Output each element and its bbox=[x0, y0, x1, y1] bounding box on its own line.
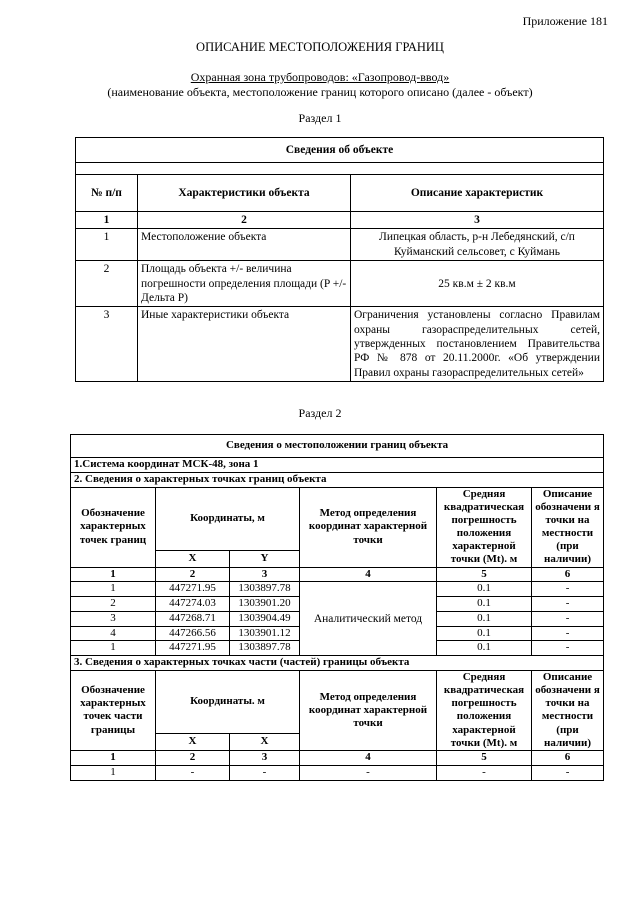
method-header: Метод определения координат характерной точки bbox=[300, 487, 437, 567]
point-description: - bbox=[532, 611, 604, 626]
row-number: 3 bbox=[76, 307, 138, 382]
x-header: X bbox=[156, 733, 230, 750]
point-accuracy: 0.1 bbox=[437, 582, 532, 597]
row-characteristic: Местоположение объекта bbox=[138, 229, 351, 261]
point-y: 1303897.78 bbox=[230, 582, 300, 597]
index-cell: 6 bbox=[532, 567, 604, 582]
point-y: 1303901.20 bbox=[230, 597, 300, 612]
designation-header: Обозначение характерных точек границ bbox=[71, 487, 156, 567]
col-description-header: Описание характеристик bbox=[351, 175, 604, 212]
point-description: - bbox=[532, 641, 604, 656]
part3-title: 3. Сведения о характерных точках части (частей) границы объекта bbox=[71, 656, 604, 671]
point-accuracy: - bbox=[437, 765, 532, 780]
point-name: 3 bbox=[71, 611, 156, 626]
index-row bbox=[71, 751, 604, 766]
accuracy-header: Средняя квадратическая погрешность положения характерной точки (Mt). м bbox=[437, 487, 532, 567]
boundary-table bbox=[70, 434, 604, 781]
point-x: - bbox=[156, 765, 230, 780]
point-name: 2 bbox=[71, 597, 156, 612]
index-row bbox=[71, 567, 604, 582]
point-description: - bbox=[532, 765, 604, 780]
row-number: 1 bbox=[76, 229, 138, 261]
description-header: Описание обозначени я точки на местности (при наличии) bbox=[532, 487, 604, 567]
method-value: - bbox=[300, 765, 437, 780]
object-name-caption: (наименование объекта, местоположение границ которого описано (далее - объект) bbox=[107, 85, 533, 99]
point-y: 1303904.49 bbox=[230, 611, 300, 626]
point-x: 447274.03 bbox=[156, 597, 230, 612]
point-name: 1 bbox=[71, 765, 156, 780]
coord-system: 1.Система координат МСК-48, зона 1 bbox=[71, 458, 604, 473]
part2-header-row bbox=[71, 487, 604, 550]
object-name: Охранная зона трубопроводов: «Газопровод-ввод» bbox=[190, 70, 450, 84]
index-cell: 2 bbox=[138, 212, 351, 229]
table-row bbox=[76, 261, 604, 307]
index-cell: 5 bbox=[437, 751, 532, 766]
table-row bbox=[71, 765, 604, 780]
table-row bbox=[76, 229, 604, 261]
index-cell: 1 bbox=[71, 751, 156, 766]
object-info-title-row bbox=[76, 138, 604, 163]
part2-title: 2. Сведения о характерных точках границ объекта bbox=[71, 472, 604, 487]
index-cell: 2 bbox=[156, 567, 230, 582]
index-cell: 1 bbox=[71, 567, 156, 582]
point-y: - bbox=[230, 765, 300, 780]
index-row bbox=[76, 212, 604, 229]
part3-header-row bbox=[71, 670, 604, 733]
index-cell: 2 bbox=[156, 751, 230, 766]
point-name: 1 bbox=[71, 582, 156, 597]
designation-header: Обозначение характерных точек части границы bbox=[71, 670, 156, 750]
table-row bbox=[71, 582, 604, 597]
blank-row bbox=[76, 163, 604, 175]
row-description: 25 кв.м ± 2 кв.м bbox=[351, 261, 604, 307]
index-cell: 3 bbox=[230, 751, 300, 766]
boundary-title-row bbox=[71, 435, 604, 458]
col-characteristic-header: Характеристики объекта bbox=[138, 175, 351, 212]
point-description: - bbox=[532, 626, 604, 641]
index-cell: 3 bbox=[351, 212, 604, 229]
index-cell: 4 bbox=[300, 751, 437, 766]
col-number-header: № п/п bbox=[76, 175, 138, 212]
point-name: 4 bbox=[71, 626, 156, 641]
point-accuracy: 0.1 bbox=[437, 611, 532, 626]
x-header: X bbox=[156, 550, 230, 567]
row-characteristic: Площадь объекта +/- величина погрешности определения площади (P +/- Дельта P) bbox=[138, 261, 351, 307]
part2-title-row bbox=[71, 472, 604, 487]
boundary-title: Сведения о местоположении границ объекта bbox=[71, 435, 604, 458]
point-y: 1303901.12 bbox=[230, 626, 300, 641]
row-number: 2 bbox=[76, 261, 138, 307]
row-description: Липецкая область, р-н Лебедянский, с/п Куйманский сельсовет, с Куймань bbox=[351, 229, 604, 261]
point-name: 1 bbox=[71, 641, 156, 656]
point-accuracy: 0.1 bbox=[437, 626, 532, 641]
point-y: 1303897.78 bbox=[230, 641, 300, 656]
index-cell: 3 bbox=[230, 567, 300, 582]
point-description: - bbox=[532, 597, 604, 612]
object-info-header-row bbox=[76, 175, 604, 212]
row-description: Ограничения установлены согласно Правилам охраны газораспределительных сетей, утвержденных постановлением Правительства РФ № 878 от 20.11.2000г. «Об утверждении Правил охраны газораспределительных сетей» bbox=[351, 307, 604, 382]
coords-header: Координаты, м bbox=[156, 487, 300, 550]
table-row bbox=[76, 307, 604, 382]
index-cell: 4 bbox=[300, 567, 437, 582]
coords-header: Координаты. м bbox=[156, 670, 300, 733]
accuracy-header: Средняя квадратическая погрешность положения характерной точки (Mt). м bbox=[437, 670, 532, 750]
point-x: 447271.95 bbox=[156, 641, 230, 656]
point-x: 447271.95 bbox=[156, 582, 230, 597]
section-2-label: Раздел 2 bbox=[298, 406, 342, 420]
object-info-title: Сведения об объекте bbox=[76, 138, 604, 163]
method-value: Аналитический метод bbox=[300, 582, 437, 656]
document-title: ОПИСАНИЕ МЕСТОПОЛОЖЕНИЯ ГРАНИЦ bbox=[196, 40, 444, 54]
point-x: 447266.56 bbox=[156, 626, 230, 641]
index-cell: 5 bbox=[437, 567, 532, 582]
index-cell: 1 bbox=[76, 212, 138, 229]
point-x: 447268.71 bbox=[156, 611, 230, 626]
index-cell: 6 bbox=[532, 751, 604, 766]
appendix-number: Приложение 181 bbox=[522, 14, 608, 28]
point-description: - bbox=[532, 582, 604, 597]
x-header: X bbox=[230, 733, 300, 750]
coord-system-row bbox=[71, 458, 604, 473]
object-info-table bbox=[75, 137, 604, 382]
point-accuracy: 0.1 bbox=[437, 641, 532, 656]
section-1-label: Раздел 1 bbox=[298, 111, 342, 125]
row-characteristic: Иные характеристики объекта bbox=[138, 307, 351, 382]
point-accuracy: 0.1 bbox=[437, 597, 532, 612]
y-header: Y bbox=[230, 550, 300, 567]
description-header: Описание обозначени я точки на местности (при наличии) bbox=[532, 670, 604, 750]
part3-title-row bbox=[71, 656, 604, 671]
method-header: Метод определения координат характерной точки bbox=[300, 670, 437, 750]
